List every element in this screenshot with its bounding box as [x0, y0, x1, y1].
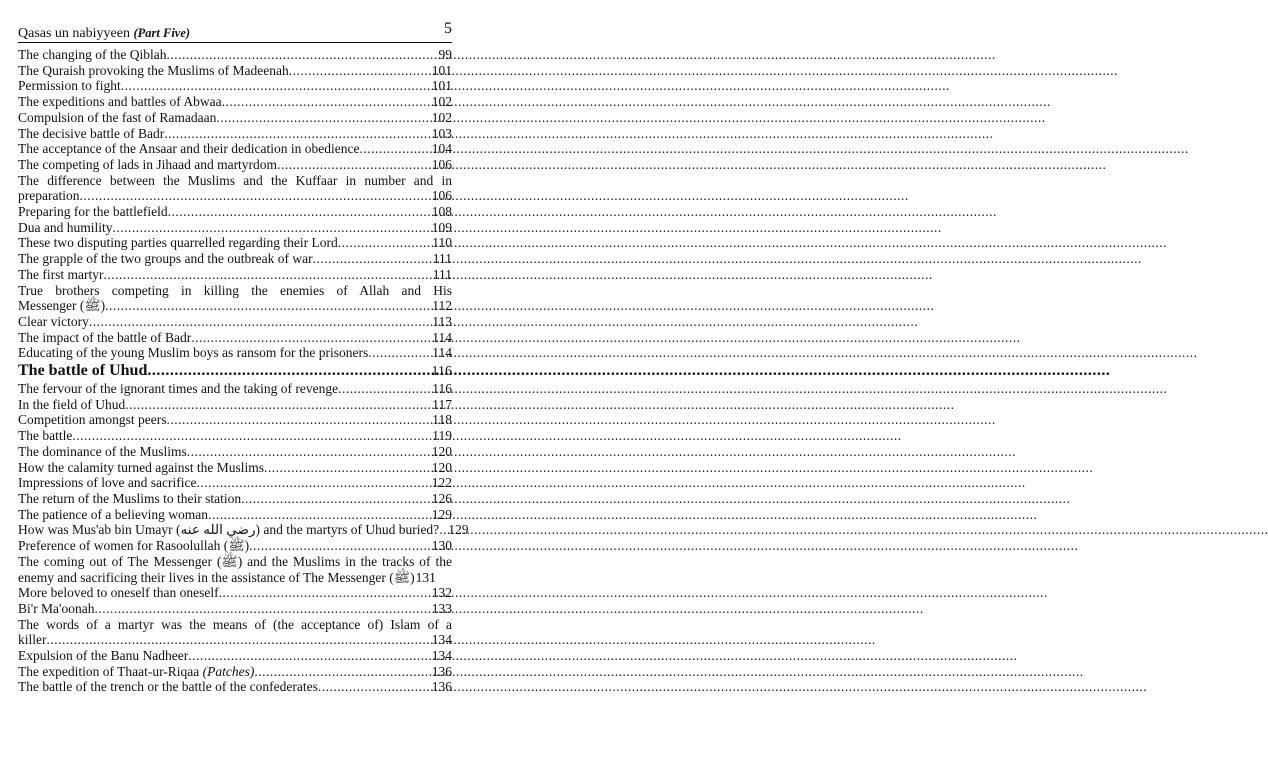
toc-entry-title: preparation: [18, 188, 80, 204]
toc-page-number: 112: [432, 298, 452, 314]
dot-leader: [94, 601, 430, 617]
dot-leader: [338, 381, 431, 397]
toc-entry-title: Compulsion of the fast of Ramadaan: [18, 109, 217, 125]
toc-page-number: 120: [431, 443, 452, 459]
toc-entry-title: The expeditions and battles of Abwaa: [18, 94, 222, 110]
dot-leader: [313, 251, 432, 267]
toc-entry: [18, 345, 452, 361]
dot-leader: [47, 632, 431, 648]
toc-entry: [18, 507, 452, 523]
toc-page-number: 126: [431, 490, 452, 506]
toc-entry-title-italic: (Patches): [199, 663, 255, 679]
toc-page-number: 134: [431, 648, 452, 664]
toc-entry-title: The battle of the trench or the battle of the confederates: [18, 679, 318, 695]
toc-page-number: 114: [432, 345, 452, 361]
toc-page-number: 116: [432, 381, 452, 397]
toc-entry-title: Competition amongst peers: [18, 412, 167, 428]
toc-page-number: 106: [431, 156, 452, 172]
toc-page-number: 106: [431, 188, 452, 204]
toc-entry-title: The changing of the Qiblah: [18, 47, 167, 62]
toc-entry: [18, 314, 452, 330]
toc-page-number: 133: [431, 600, 452, 616]
toc-entry: [18, 251, 452, 267]
toc-entry: [18, 491, 452, 507]
toc-page-number: 118: [432, 412, 452, 428]
toc-entry: [18, 110, 452, 126]
toc-page-number: 122: [431, 475, 452, 491]
toc-entry-title: The battle of Uhud: [18, 362, 148, 380]
dot-leader: [103, 267, 431, 283]
toc-page-number: 113: [432, 313, 452, 329]
dot-leader: [216, 110, 430, 126]
toc-page-number: 136: [431, 679, 452, 695]
dot-leader: [168, 204, 431, 220]
toc-entry: [18, 141, 452, 157]
dot-leader: [338, 235, 431, 251]
toc-entry: [18, 204, 452, 220]
toc-entry: [18, 157, 452, 173]
toc-entry-title: These two disputing parties quarrelled regarding their Lord: [18, 235, 338, 251]
toc-entry-title: killer: [18, 632, 47, 648]
toc-entry-title: Bi'r Ma'oonah: [18, 600, 95, 616]
toc-entry-title: Preparing for the battlefield: [18, 204, 168, 220]
toc-entry: [18, 522, 469, 538]
toc-entry: [18, 475, 452, 491]
dot-leader: [121, 78, 431, 94]
toc-page-number: 102: [431, 109, 452, 125]
toc-page-number: 116: [431, 364, 452, 380]
toc-page-number: 104: [431, 141, 452, 157]
toc-entry: [18, 94, 452, 110]
toc-entry-title: More beloved to oneself than oneself: [18, 585, 219, 601]
dot-leader: [264, 460, 431, 476]
toc-entry: [18, 460, 452, 476]
dot-leader: [277, 157, 431, 173]
dot-leader: [318, 679, 431, 695]
toc-page-number: 130: [431, 538, 452, 554]
toc-page-number: 109: [431, 219, 452, 235]
page-number: 5: [444, 20, 452, 37]
toc-page-number: 111: [432, 251, 452, 267]
toc-page-number: 99: [438, 47, 452, 62]
toc-entry-title: Preference of women for Rasoolullah (ﷺ): [18, 538, 250, 554]
toc-entry: [18, 47, 452, 63]
toc-entry: [18, 412, 452, 428]
dot-leader: [249, 538, 431, 554]
toc-entry-title: Educating of the young Muslim boys as ransom for the prisoners: [18, 345, 369, 361]
book-page: [0, 0, 476, 768]
toc-entry: [18, 617, 452, 648]
dot-leader: [166, 47, 437, 63]
toc-page-number: 103: [431, 125, 452, 141]
toc-entry: [18, 235, 452, 251]
toc-page-number: 129: [431, 506, 452, 522]
table-of-contents: [18, 47, 469, 695]
toc-page-number: 108: [431, 204, 452, 220]
dot-leader: [254, 664, 430, 680]
dot-leader: [219, 585, 431, 601]
toc-page-number: 114: [432, 329, 452, 345]
toc-entry-title: The dominance of the Muslims: [18, 443, 187, 459]
dot-leader: [222, 94, 431, 110]
toc-entry-title-line: The words of a martyr was the means of (the acceptance of) Islam of a: [18, 616, 452, 632]
dot-leader: [196, 475, 430, 491]
toc-entry: [18, 173, 452, 204]
dot-leader: [188, 648, 431, 664]
dot-leader: [125, 397, 431, 413]
toc-entry: [18, 664, 452, 680]
dot-leader: [439, 522, 447, 538]
toc-entry-title: The patience of a believing woman: [18, 506, 209, 522]
dot-leader: [368, 345, 431, 361]
dot-leader: [241, 491, 431, 507]
toc-entry-title: The first martyr: [18, 266, 104, 282]
toc-page-number: 117: [432, 396, 452, 412]
toc-entry: [18, 283, 452, 314]
dot-leader: [147, 361, 430, 380]
toc-entry-title: Permission to fight: [18, 78, 121, 94]
toc-entry: [18, 648, 452, 664]
dot-leader: [208, 507, 431, 523]
toc-page-number: 101: [431, 62, 452, 78]
toc-entry-title: The competing of lads in Jihaad and martyrdom: [18, 156, 278, 172]
toc-entry-title: The Quraish provoking the Muslims of Madeenah: [18, 62, 289, 78]
toc-entry-title: How the calamity turned against the Muslims: [18, 459, 264, 475]
toc-entry-title: Dua and humility: [18, 219, 113, 235]
toc-entry: [18, 381, 452, 397]
dot-leader: [164, 126, 431, 142]
toc-entry-title: enemy and sacrificing their lives in the assistance of The Messenger (ﷺ): [18, 569, 415, 585]
dot-leader: [359, 141, 430, 157]
dot-leader: [105, 298, 431, 314]
dot-leader: [79, 188, 430, 204]
toc-entry: [18, 63, 452, 79]
toc-entry: [18, 330, 452, 346]
toc-entry-title: Impressions of love and sacrifice: [18, 475, 197, 491]
toc-entry: [18, 538, 452, 554]
toc-entry: [18, 267, 452, 283]
toc-entry-title: Messenger (ﷺ): [18, 298, 106, 314]
toc-entry: [18, 585, 452, 601]
toc-entry-title: Expulsion of the Banu Nadheer: [18, 648, 189, 664]
toc-entry-title-line: True brothers competing in killing the enemies of Allah and His: [18, 282, 452, 298]
toc-page-number: 111: [432, 266, 452, 282]
dot-leader: [191, 330, 431, 346]
toc-page-number: 132: [431, 585, 452, 601]
toc-entry-title-line: The coming out of The Messenger (ﷺ) and the Muslims in the tracks of the: [18, 553, 452, 569]
dot-leader: [89, 314, 431, 330]
toc-page-number: 136: [431, 663, 452, 679]
toc-entry-title: The fervour of the ignorant times and the taking of revenge: [18, 381, 339, 397]
toc-section-heading: [18, 361, 452, 381]
toc-entry: [18, 126, 452, 142]
dot-leader: [166, 412, 431, 428]
toc-entry: [18, 220, 452, 236]
toc-page-number: 101: [431, 78, 452, 94]
toc-entry: [18, 601, 452, 617]
toc-entry: [18, 397, 452, 413]
toc-entry: [18, 679, 452, 695]
part-label: (Part Five): [133, 26, 191, 40]
toc-page-number: 102: [431, 94, 452, 110]
toc-entry-title: The decisive battle of Badr: [18, 125, 165, 141]
dot-leader: [72, 428, 431, 444]
dot-leader: [113, 220, 431, 236]
toc-entry-title-line: The difference between the Muslims and the Kuffaar in number and in: [18, 172, 452, 188]
toc-entry: [18, 444, 452, 460]
toc-entry-title: The acceptance of the Ansaar and their dedication in obedience: [18, 141, 360, 157]
toc-entry-title: The grapple of the two groups and the outbreak of war: [18, 251, 313, 267]
toc-entry-title: Clear victory: [18, 313, 89, 329]
running-header: [18, 12, 452, 43]
toc-page-number: 129: [448, 522, 469, 538]
toc-page-number: 110: [432, 235, 452, 251]
toc-entry-title: How was Mus'ab bin Umayr (رضي الله عنه) and the martyrs of Uhud buried?: [18, 522, 440, 538]
toc-entry: [18, 78, 452, 94]
dot-leader: [289, 63, 431, 79]
book-title: Qasas un nabiyyeen (Part Five): [18, 26, 191, 41]
toc-page-number: 119: [432, 428, 452, 444]
toc-entry: [18, 554, 452, 585]
toc-entry-title: The battle: [18, 428, 73, 444]
toc-page-number: 120: [431, 459, 452, 475]
toc-entry-title: The return of the Muslims to their station: [18, 490, 242, 506]
toc-entry-title: The impact of the battle of Badr: [18, 329, 192, 345]
toc-entry-title: The expedition of Thaat-ur-Riqaa: [18, 663, 200, 679]
toc-page-number: 131: [415, 569, 436, 585]
toc-page-number: 134: [431, 632, 452, 648]
toc-entry-title: In the field of Uhud: [18, 396, 126, 412]
dot-leader: [187, 444, 431, 460]
toc-entry: [18, 428, 452, 444]
